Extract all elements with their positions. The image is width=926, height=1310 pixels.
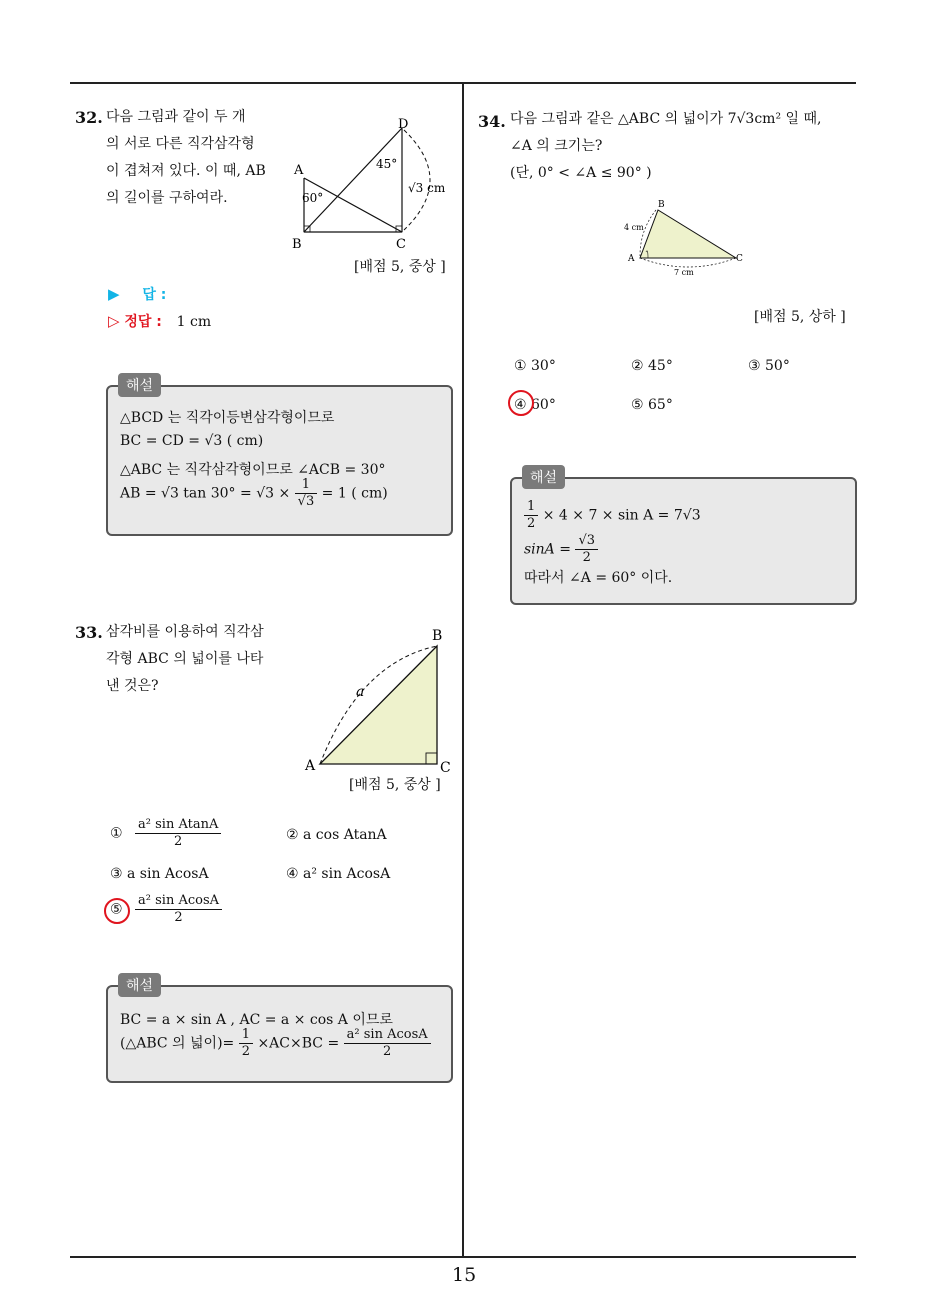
- q32-question: [106, 104, 266, 212]
- correct-arrow-icon: ▷: [108, 312, 120, 330]
- q33-explanation-tag: 해설: [118, 973, 161, 997]
- q32-label-B: B: [292, 237, 302, 252]
- q33-expl-frac-1: [239, 1027, 253, 1060]
- q32-expl-line-2: BC = CD = √3 ( cm): [120, 433, 264, 449]
- q33-line-3: 낸 것은?: [106, 678, 159, 694]
- q32-line-3: 이 겹쳐져 있다. 이 때, AB: [106, 163, 266, 179]
- q33-choice-3[interactable]: ③ a sin AcosA: [110, 866, 209, 882]
- q32-expl-fraction: [295, 477, 318, 510]
- q34-expl-line-2a: sinA =: [524, 541, 571, 558]
- q33-expl-line-2a: (△ABC 의 넓이)=: [120, 1035, 235, 1052]
- q34-label-B: B: [658, 200, 665, 210]
- q32-expl-frac-den: √3: [297, 494, 315, 509]
- q33-choice-5-num: a² sin AcosA: [135, 893, 222, 910]
- q33-choice-5-fraction: [135, 893, 222, 926]
- q33-label-A: A: [305, 758, 316, 774]
- q33-label-B: B: [432, 628, 443, 644]
- q34-line-2: ∠A 의 크기는?: [510, 138, 603, 154]
- page-number: 15: [452, 1264, 477, 1286]
- q33-choice-4[interactable]: ④ a² sin AcosA: [286, 866, 391, 882]
- q34-choice-5[interactable]: ⑤ 65°: [631, 397, 673, 413]
- q34-expl-frac-1-den: 2: [527, 516, 536, 531]
- q32-expl-line-4b: = 1 ( cm): [321, 485, 388, 502]
- q34-label-C: C: [736, 254, 743, 264]
- q34-choice-1[interactable]: ① 30°: [514, 358, 556, 374]
- q33-choice-5-den: 2: [174, 910, 183, 925]
- q34-label-A: A: [628, 254, 635, 264]
- q32-line-2: 의 서로 다른 직각삼각형: [106, 136, 255, 152]
- q32-label-D: D: [398, 117, 409, 132]
- q33-choice-1-den: 2: [174, 834, 183, 849]
- q34-expl-frac-2: [575, 533, 598, 566]
- q33-expl-line-1: BC = a × sin A , AC = a × cos A 이므로: [120, 1012, 393, 1028]
- q32-explanation-box: [106, 385, 453, 536]
- q34-side-AC: 7 cm: [674, 268, 694, 277]
- q34-choice-4[interactable]: ④ 60°: [514, 397, 556, 413]
- q34-choice-2[interactable]: ② 45°: [631, 358, 673, 374]
- q32-label-C: C: [396, 237, 406, 252]
- q33-number: 33.: [75, 623, 103, 642]
- play-icon: ▶: [108, 285, 120, 303]
- q32-figure: [286, 112, 456, 254]
- q33-choice-1-fraction: [135, 817, 221, 850]
- q33-expl-frac-2-den: 2: [382, 1044, 392, 1059]
- q34-correct-circle-icon: [508, 390, 534, 416]
- q32-answer-label: 답 :: [142, 287, 167, 303]
- q34-score: [배점 5, 상하 ]: [754, 309, 846, 325]
- q33-line-2: 각형 ABC 의 넓이를 나타: [106, 651, 264, 667]
- q34-number: 34.: [478, 112, 506, 131]
- q32-expl-line-3: △ABC 는 직각삼각형이므로 ∠ACB = 30°: [120, 462, 386, 478]
- q34-figure: [618, 196, 750, 280]
- q33-label-C: C: [440, 760, 451, 776]
- q33-choice-5-mark: ⑤: [110, 901, 123, 918]
- q33-choice-1[interactable]: [110, 817, 221, 850]
- q33-expl-frac-2: [344, 1027, 431, 1060]
- q33-score: [배점 5, 중상 ]: [349, 777, 441, 793]
- q32-number: 32.: [75, 108, 103, 127]
- q32-expl-line-1: △BCD 는 직각이등변삼각형이므로: [120, 410, 335, 426]
- q32-angle-60: 60°: [302, 191, 324, 205]
- q33-label-a: a: [356, 684, 365, 700]
- q32-correct-row: [108, 311, 211, 331]
- bottom-rule: [70, 1256, 856, 1258]
- q34-expl-frac-2-num: √3: [575, 533, 598, 550]
- q33-choice-2[interactable]: ② a cos AtanA: [286, 827, 387, 843]
- q34-expl-line-3: 따라서 ∠A = 60° 이다.: [524, 570, 673, 586]
- q32-line-1: 다음 그림과 같이 두 개: [106, 109, 246, 125]
- q34-expl-frac-2-den: 2: [582, 550, 591, 565]
- q34-expl-frac-1-num: 1: [524, 499, 538, 516]
- q32-label-A: A: [294, 163, 304, 178]
- q32-expl-line-4a: AB = √3 tan 30° = √3 ×: [120, 485, 291, 502]
- q32-correct-value: 1 cm: [176, 314, 212, 330]
- q33-expl-frac-1-den: 2: [241, 1044, 250, 1059]
- q33-choice-1-mark: ①: [110, 825, 123, 842]
- q32-answer-row: [108, 284, 166, 304]
- q34-expl-line-1b: × 4 × 7 × sin A = 7√3: [542, 507, 701, 524]
- q34-question: [510, 106, 821, 187]
- q34-expl-line-2: [524, 533, 598, 566]
- q33-expl-line-2b: ×AC×BC =: [257, 1035, 340, 1052]
- q32-explanation-tag: 해설: [118, 373, 161, 397]
- q34-expl-frac-1: [524, 499, 538, 532]
- q34-choice-3[interactable]: ③ 50°: [748, 358, 790, 374]
- q32-correct-label: 정답 :: [124, 314, 162, 330]
- q32-expl-line-4: [120, 477, 388, 510]
- q34-explanation-box: [510, 477, 857, 605]
- q32-expl-frac-num: 1: [295, 477, 318, 494]
- q33-choice-1-num: a² sin AtanA: [135, 817, 221, 834]
- q33-expl-frac-1-num: 1: [239, 1027, 253, 1044]
- q33-expl-frac-2-num: a² sin AcosA: [344, 1027, 431, 1044]
- q34-line-3: (단, 0° < ∠A ≤ 90° ): [510, 165, 652, 181]
- q33-line-1: 삼각비를 이용하여 직각삼: [106, 624, 264, 640]
- q34-explanation-tag: 해설: [522, 465, 565, 489]
- q34-side-AB: 4 cm: [624, 223, 644, 232]
- q33-figure: [300, 624, 460, 776]
- column-divider: [462, 84, 464, 1258]
- q33-explanation-box: [106, 985, 453, 1083]
- q32-score: [배점 5, 중상 ]: [354, 259, 446, 275]
- q32-line-4: 의 길이를 구하여라.: [106, 190, 228, 206]
- q33-correct-circle-icon: [104, 898, 130, 924]
- q32-side-label: √3 cm: [408, 181, 446, 195]
- q34-expl-line-1: [524, 499, 701, 532]
- q34-line-1: 다음 그림과 같은 △ABC 의 넓이가 7√3cm² 일 때,: [510, 111, 822, 127]
- q33-question: [106, 619, 264, 700]
- q33-expl-line-2: [120, 1027, 431, 1060]
- q32-angle-45: 45°: [376, 157, 398, 171]
